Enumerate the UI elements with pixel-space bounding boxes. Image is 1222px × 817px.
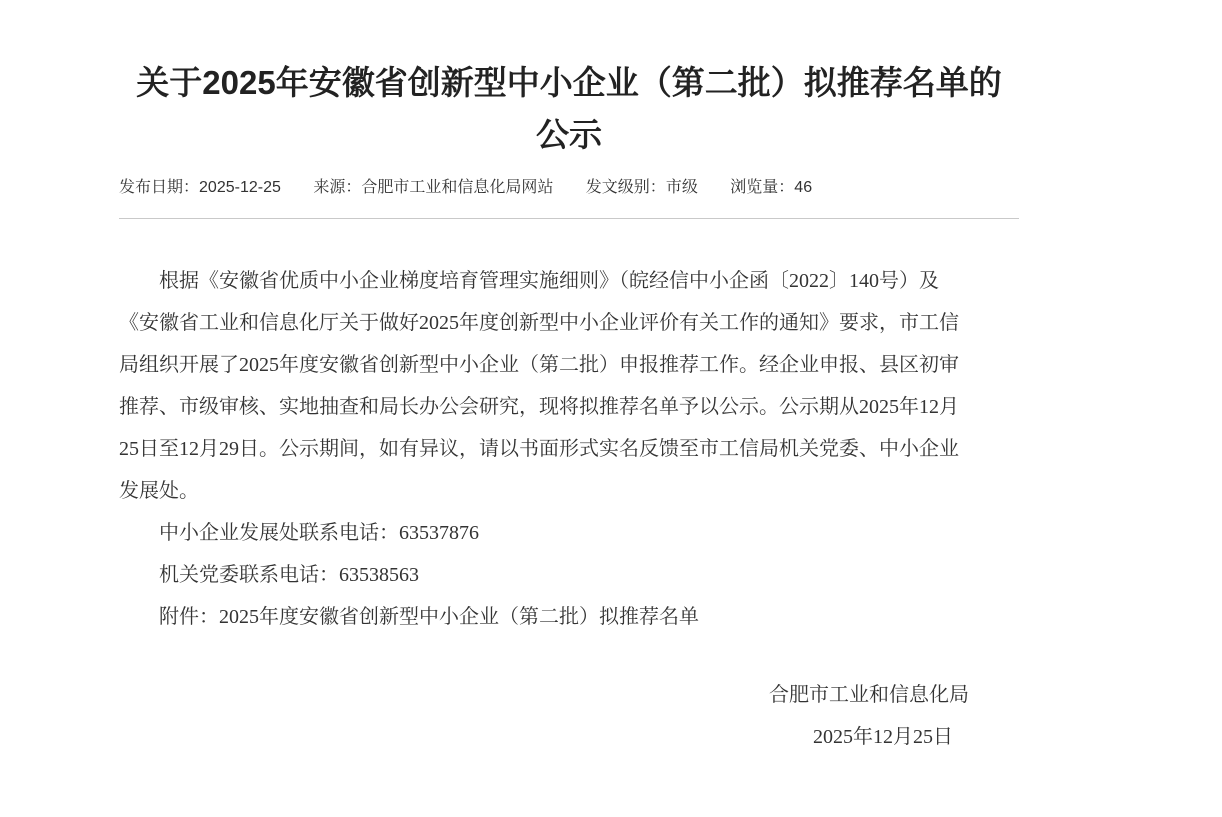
meta-publish-date xyxy=(119,179,281,196)
meta-doc-level-value: 市级 xyxy=(665,179,698,196)
meta-bar xyxy=(119,178,1019,198)
meta-view-count-value: 46 xyxy=(794,179,813,196)
page-title-line-2: 公示 xyxy=(536,116,602,153)
meta-doc-level xyxy=(586,179,698,196)
meta-source xyxy=(313,179,553,196)
signature-organization: 合肥市工业和信息化局 xyxy=(769,684,969,706)
meta-divider xyxy=(119,218,1019,219)
meta-source-value: 合肥市工业和信息化局网站 xyxy=(361,179,554,196)
notice-body xyxy=(119,260,969,758)
meta-view-count xyxy=(730,179,812,196)
meta-publish-date-value: 2025-12-25 xyxy=(199,179,281,196)
attachment-link[interactable]: 附件：2025年度安徽省创新型中小企业（第二批）拟推荐名单 xyxy=(159,606,699,628)
signature-block xyxy=(119,674,969,758)
meta-publish-date-label: 发布日期： xyxy=(119,179,200,196)
page-title-line-1: 关于2025年安徽省创新型中小企业（第二批）拟推荐名单的 xyxy=(136,64,1002,101)
notice-paragraph: 根据《安徽省优质中小企业梯度培育管理实施细则》（皖经信中小企函〔2022〕140号）及《安徽省工业和信息化厅关于做好2025年度创新型中小企业评价有关工作的通知》要求，市工信局组织开展了2025年度安徽省创新型中小企业（第二批）申报推荐工作。经企业申报、县区初审推荐、市级审核、实地抽查和局长办公会研究，现将拟推荐名单予以公示。公示期从2025年12月25日至12月29日。公示期间，如有异议，请以书面形式实名反馈至市工信局机关党委、中小企业发展处。 xyxy=(119,270,959,502)
page-title xyxy=(119,57,1019,161)
meta-source-label: 来源： xyxy=(313,179,362,196)
document-page xyxy=(119,0,1019,758)
contact-phone-party-committee: 机关党委联系电话：63538563 xyxy=(159,564,419,586)
contact-phone-sme-division: 中小企业发展处联系电话：63537876 xyxy=(159,522,479,544)
meta-doc-level-label: 发文级别： xyxy=(585,179,666,196)
meta-view-count-label: 浏览量： xyxy=(730,179,795,196)
signature-date: 2025年12月25日 xyxy=(813,726,953,748)
